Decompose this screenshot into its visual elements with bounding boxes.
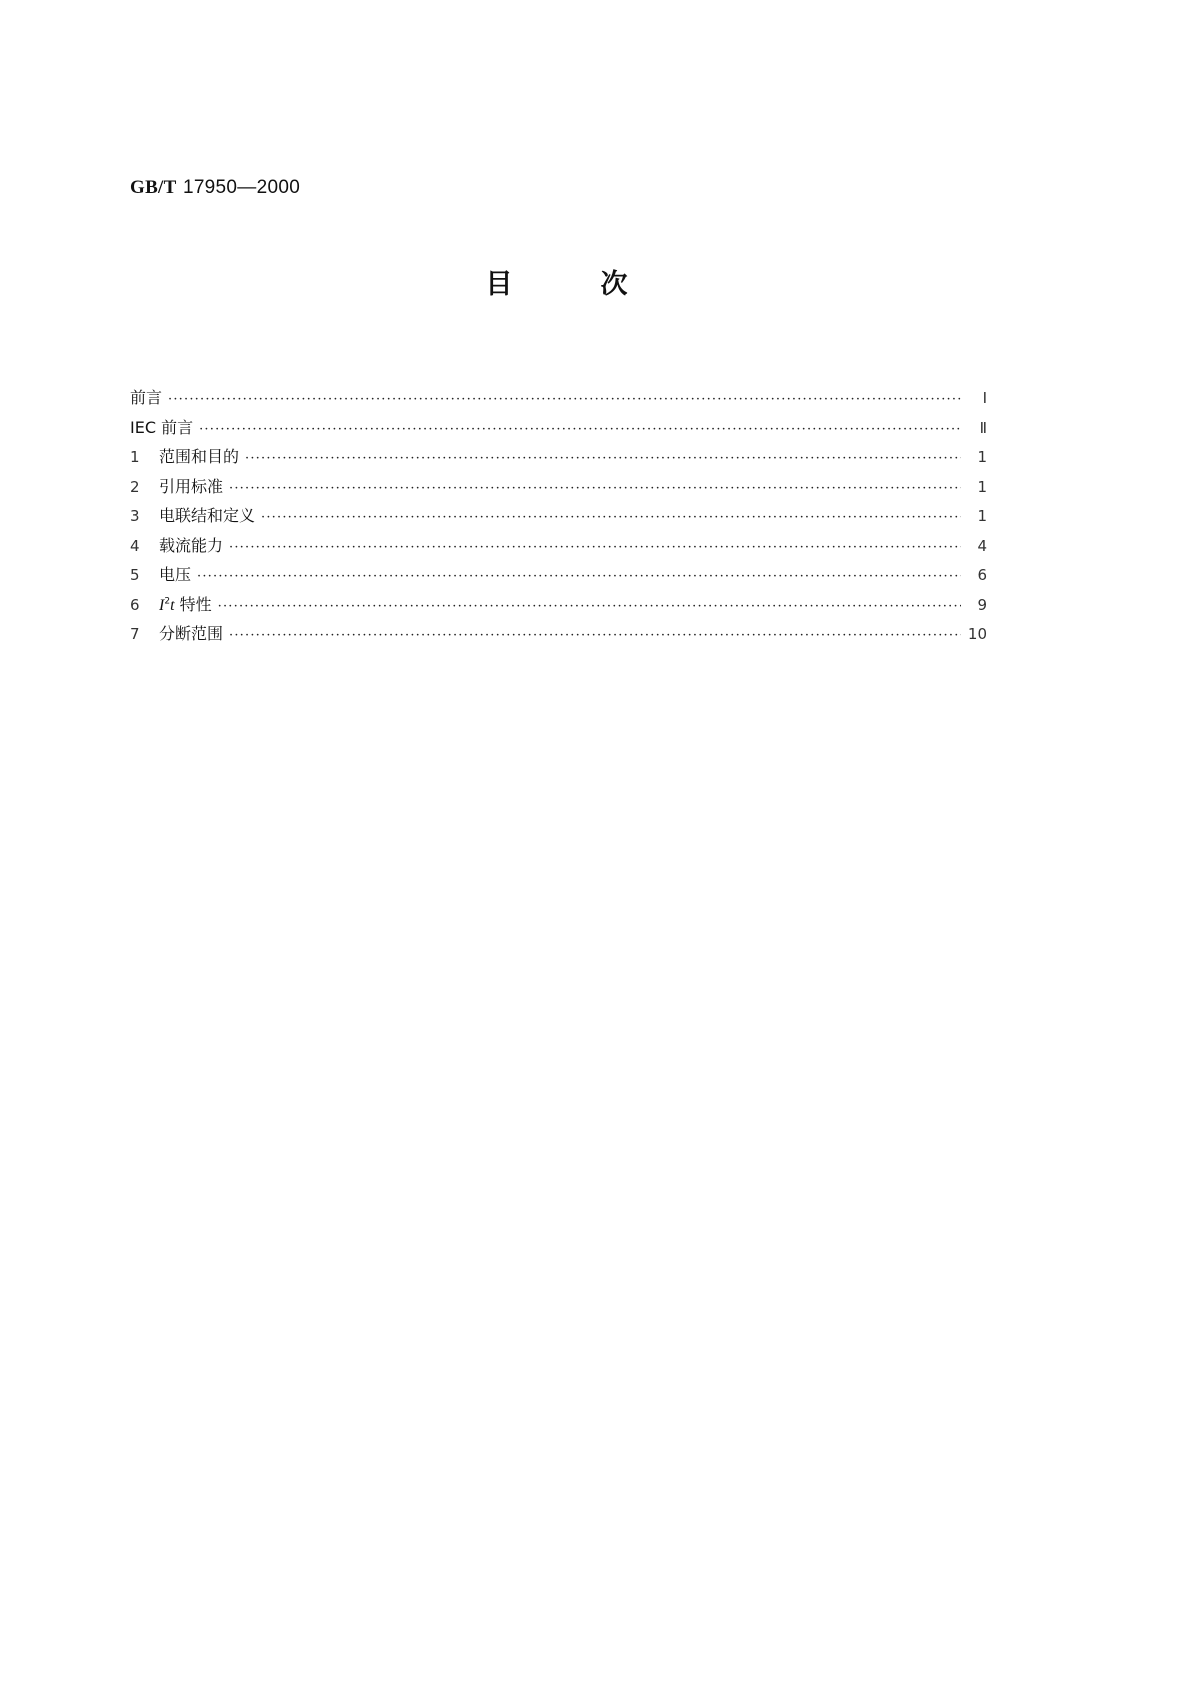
t-symbol: t: [170, 596, 175, 614]
dot-leader: [229, 481, 961, 496]
toc-entry-title: 范围和目的: [159, 447, 240, 466]
dot-leader: [229, 628, 961, 643]
toc-entry-current-capacity[interactable]: [130, 533, 987, 563]
toc-entry-number: 2: [130, 477, 140, 496]
dot-leader: [197, 569, 961, 584]
dot-leader: [199, 422, 961, 437]
toc-entry-breaking-range[interactable]: [130, 621, 987, 651]
toc-entry-page: 6: [977, 566, 987, 584]
title-char-1: 目: [485, 269, 513, 300]
toc-entry-title: IEC 前言: [130, 417, 194, 437]
standard-number: [130, 176, 300, 199]
toc-entry-page: 1: [977, 507, 987, 525]
standard-year-number: 17950—2000: [182, 177, 301, 198]
toc-entry-title: 载流能力: [159, 535, 224, 555]
toc-entry-page: 1: [977, 477, 987, 496]
toc-entry-title: [159, 592, 218, 615]
dot-leader: [218, 599, 961, 614]
toc-entry-scope[interactable]: [130, 444, 987, 474]
toc-entry-title: 引用标准: [159, 476, 224, 496]
toc-entry-page: 4: [977, 536, 987, 555]
toc-entry-number: 6: [130, 595, 140, 614]
dot-leader: [245, 451, 961, 466]
toc-entry-page: 1: [977, 448, 987, 466]
toc-entry-title: 前言: [130, 388, 163, 407]
toc-entry-number: 5: [130, 566, 140, 584]
toc-entry-voltage[interactable]: [130, 562, 987, 592]
superscript-2: 2: [164, 596, 171, 607]
standard-code: GB/T: [130, 177, 177, 198]
dot-leader: [168, 392, 961, 407]
toc-entry-number: 3: [130, 507, 140, 525]
toc-entry-title: 电联结和定义: [159, 506, 256, 525]
toc-entry-number: 4: [130, 536, 140, 555]
toc-entry-page: 10: [967, 625, 987, 643]
toc-entry-number: 1: [130, 448, 140, 466]
dot-leader: [229, 540, 961, 555]
toc-entry-i2t[interactable]: [130, 592, 987, 622]
toc-entry-title: 分断范围: [159, 624, 224, 643]
toc-entry-page: Ⅱ: [979, 418, 987, 437]
toc-entry-definitions[interactable]: [130, 503, 987, 533]
toc-entry-references[interactable]: [130, 474, 987, 504]
i-symbol: I: [159, 596, 165, 614]
title-char-2: 次: [600, 269, 628, 300]
toc-entry-page: Ⅰ: [982, 389, 987, 407]
toc-entry-foreword[interactable]: [130, 385, 987, 415]
toc-entry-page: 9: [977, 595, 987, 614]
toc-entry-title: 电压: [159, 565, 192, 584]
toc-entry-iec-foreword[interactable]: [130, 415, 987, 445]
dot-leader: [261, 510, 961, 525]
toc-entry-number: 7: [130, 625, 140, 643]
toc-entry-title-rest: 特性: [174, 594, 212, 614]
page-title: [0, 262, 1113, 301]
table-of-contents: [130, 385, 987, 651]
